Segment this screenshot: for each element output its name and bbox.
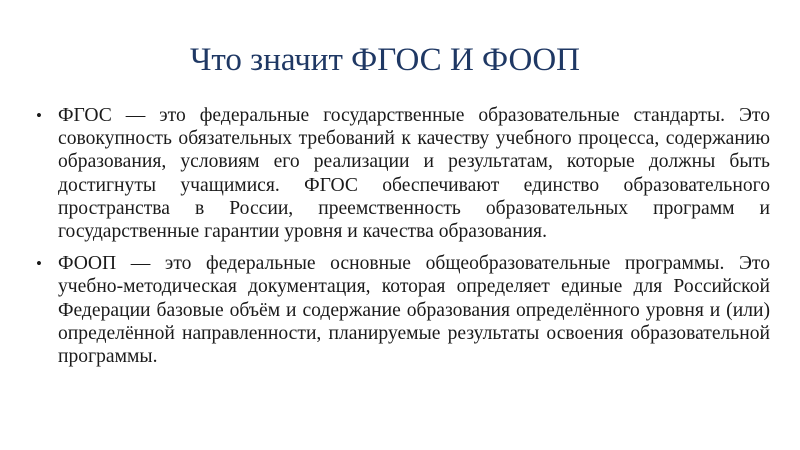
bullet-text-fgos: ФГОС — это федеральные государственные образовательные стандарты. Это совокупность обязательных требований к качеству учебного процесса, содержанию образования, условиям его реализации и результатам, которые должны быть достигнуты учащимися. ФГОС обеспечивают единство образовательного пространства в России, преемственность образовательных программ и государственные гарантии уровня и качества образования. [58,105,770,243]
slide-title: Что значит ФГОС И ФООП [189,42,580,78]
bullet-item-foop [36,252,770,368]
bullet-list [36,104,770,377]
bullet-marker: • [36,106,42,125]
bullet-text-foop: ФООП — это федеральные основные общеобразовательные программы. Это учебно-методическая документация, которая определяет единые для Российской Федерации базовые объём и содержание образования определённого уровня и (или) определённой направленности, планируемые результаты освоения образовательной программы. [58,253,770,368]
bullet-item-fgos [36,104,770,243]
bullet-marker: • [36,254,42,274]
